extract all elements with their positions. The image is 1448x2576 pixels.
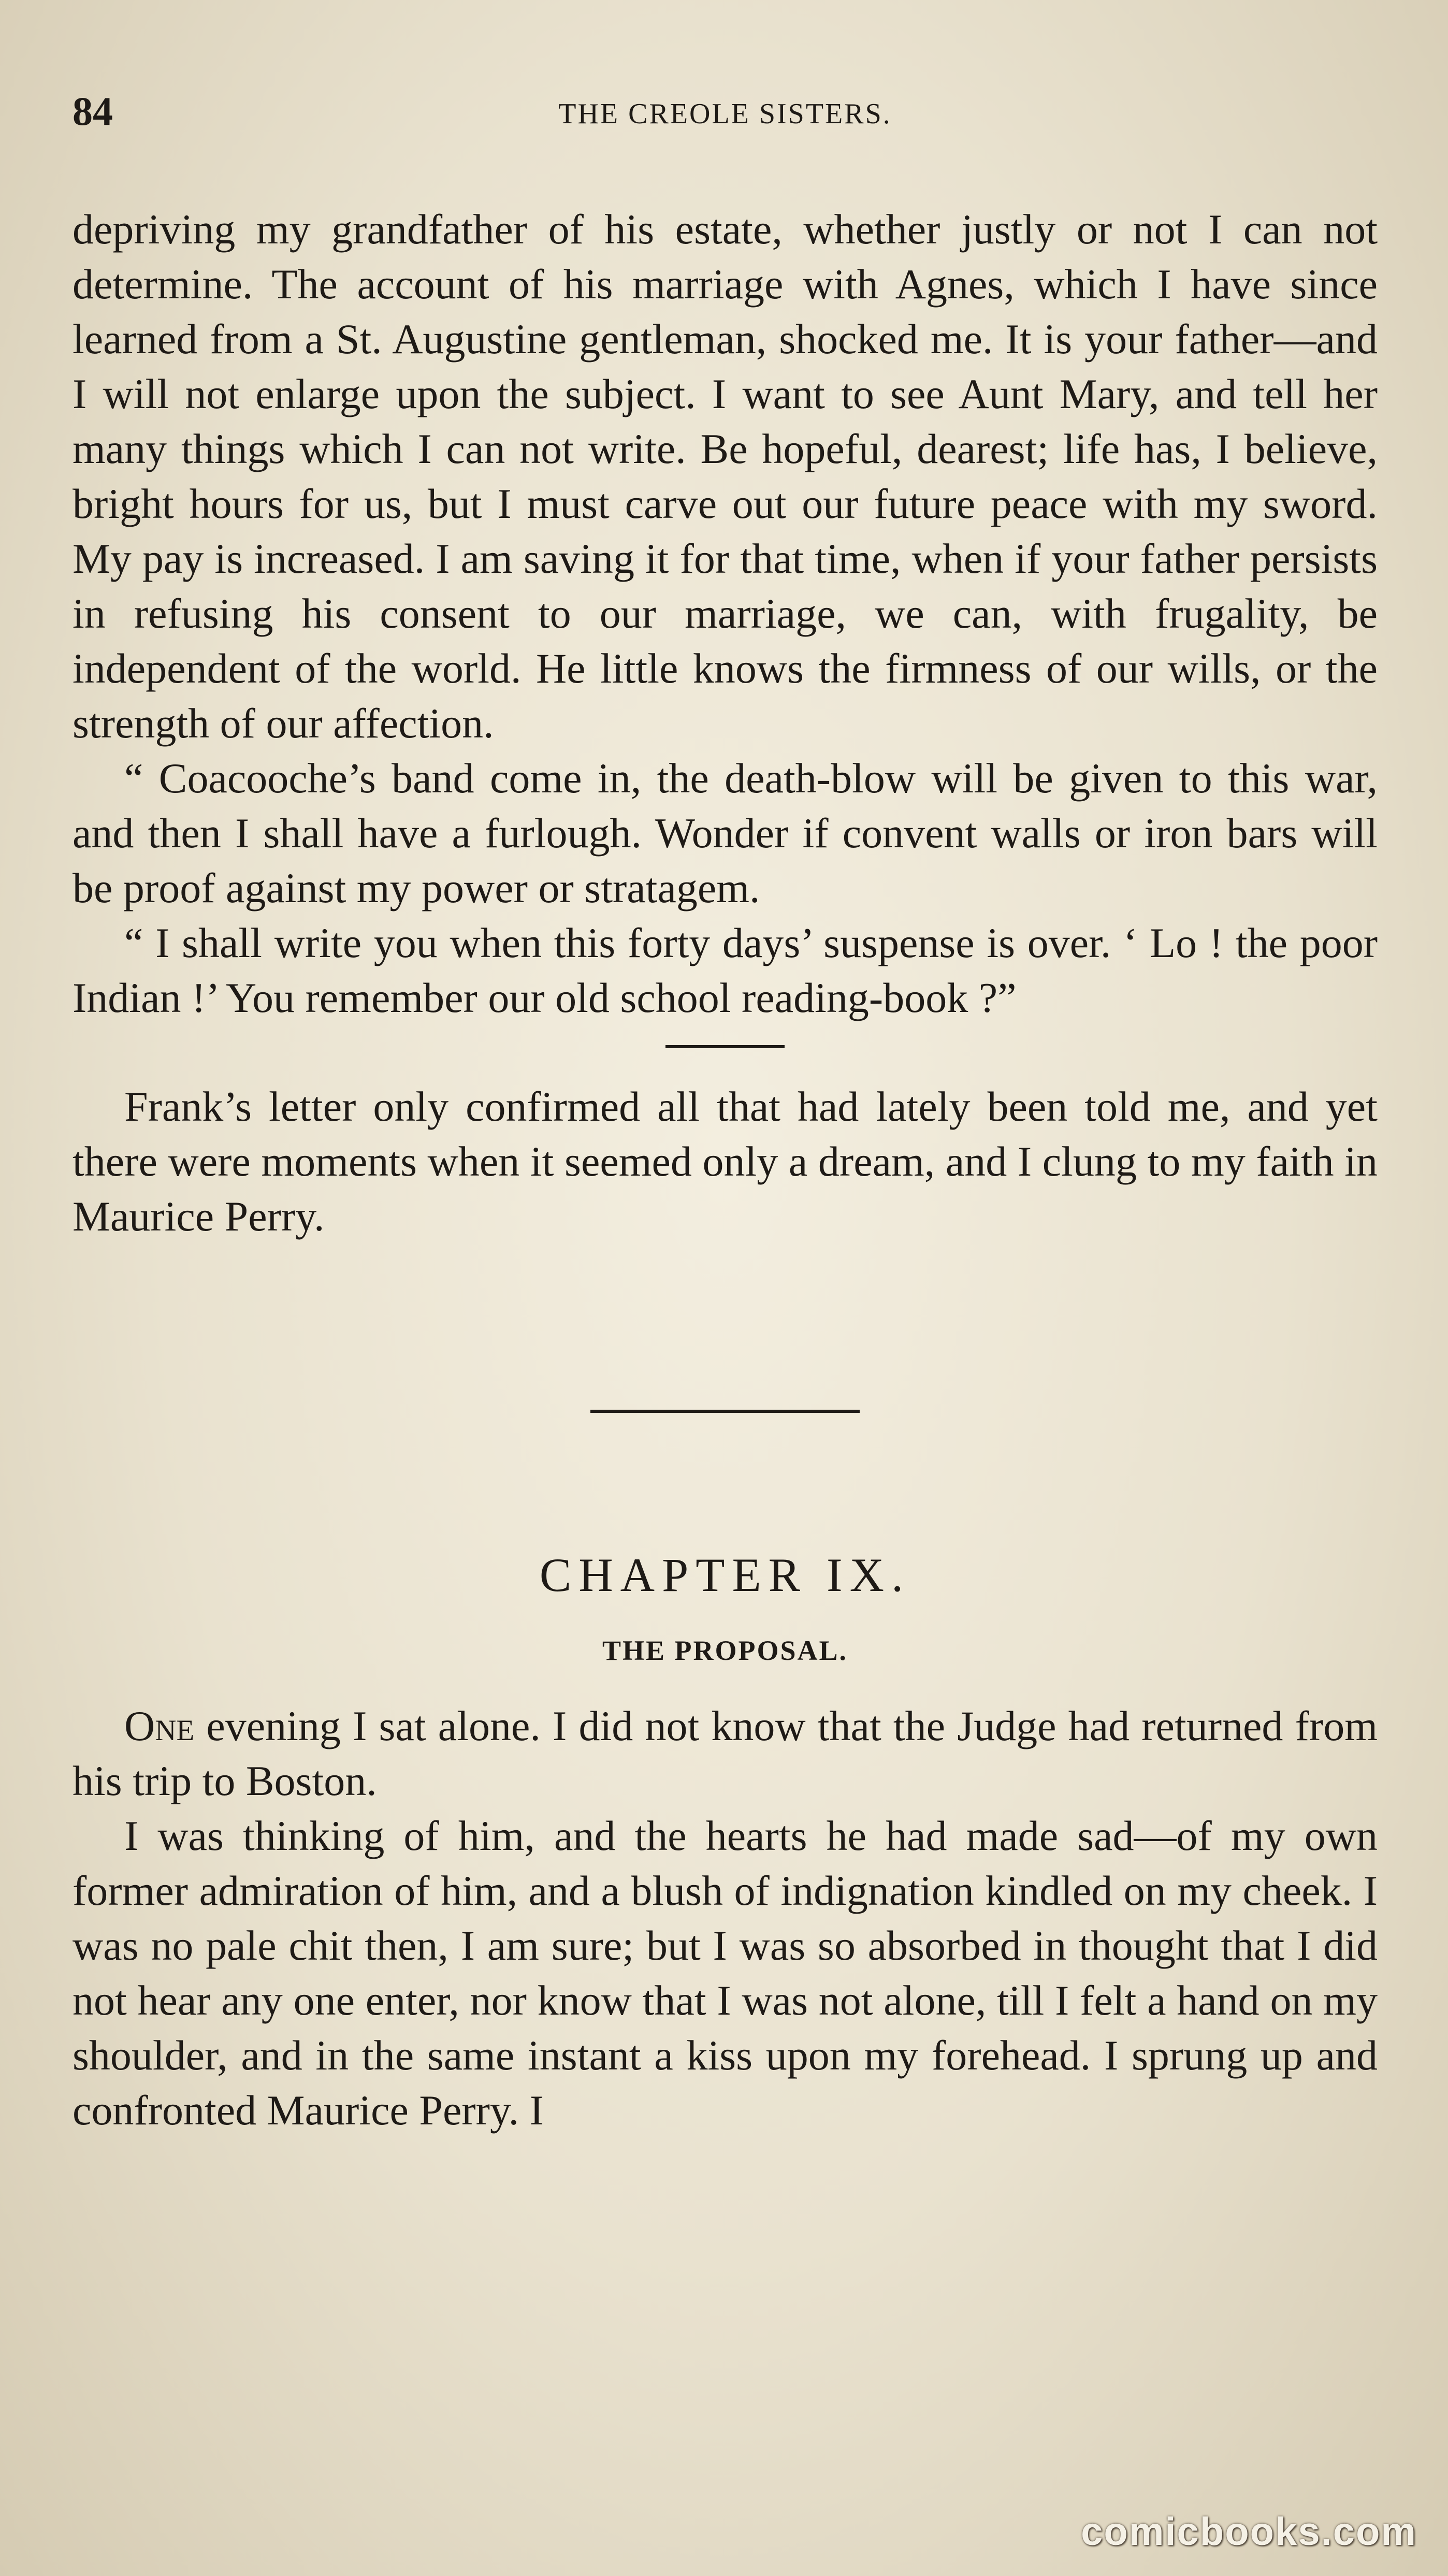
narrative-paragraph: Frank’s letter only confirmed all that had lately been told me, and yet there were moments when it seemed only a dream, and I clung to my faith in Maurice Perry. bbox=[73, 1083, 1378, 1240]
page-content bbox=[73, 88, 1378, 2481]
opening-word: One bbox=[124, 1702, 195, 1749]
letter-paragraph: “ I shall write you when this forty days’ suspense is over. ‘ Lo ! the poor Indian !’ You remember our old school reading-book ?” bbox=[73, 919, 1378, 1021]
chapter-paragraph: I was thinking of him, and the hearts he had made sad—of my own former admiration of him, and a blush of indignation kindled on my cheek. I was no pale chit then, I am sure; but I was so absorbed in thought that I did not hear any one enter, nor know that I was not alone, till I felt a hand on my shoulder, and in the same instant a kiss upon my forehead. I sprung up and confronted Maurice Perry. I bbox=[73, 1812, 1378, 2134]
page-body bbox=[73, 202, 1378, 2138]
chapter-divider bbox=[590, 1410, 860, 1413]
page-header bbox=[73, 88, 1378, 150]
page-number: 84 bbox=[73, 89, 113, 134]
chapter-subtitle: THE PROPOSAL. bbox=[602, 1635, 848, 1666]
site-watermark: comicbooks.com bbox=[1081, 2510, 1417, 2554]
chapter-title: CHAPTER IX. bbox=[539, 1549, 911, 1601]
running-head: THE CREOLE SISTERS. bbox=[558, 98, 892, 130]
letter-paragraph: depriving my grandfather of his estate, whether justly or not I can not determine. The account of his marriage with Agnes, which I have since learned from a St. Augustine gentleman, shocked me. It is your father—and I will not enlarge upon the subject. I want to see Aunt Mary, and tell her many things which I can not write. Be hopeful, dearest; life has, I believe, bright hours for us, but I must carve out our future peace with my sword. My pay is increased. I am saving it for that time, when if your father persists in refusing his consent to our marriage, we can, with frugality, be independent of the world. He little knows the firmness of our wills, or the strength of our affection. bbox=[73, 206, 1378, 747]
section-divider-short bbox=[665, 1045, 785, 1048]
chapter-paragraph-text: evening I sat alone. I did not know that the Judge had returned from his trip to Boston. bbox=[73, 1702, 1378, 1804]
chapter-paragraph bbox=[73, 1699, 1378, 1808]
letter-paragraph: “ Coacooche’s band come in, the death-blow will be given to this war, and then I shall have a furlough. Wonder if convent walls or iron bars will be proof against my power or stratagem. bbox=[73, 755, 1378, 911]
